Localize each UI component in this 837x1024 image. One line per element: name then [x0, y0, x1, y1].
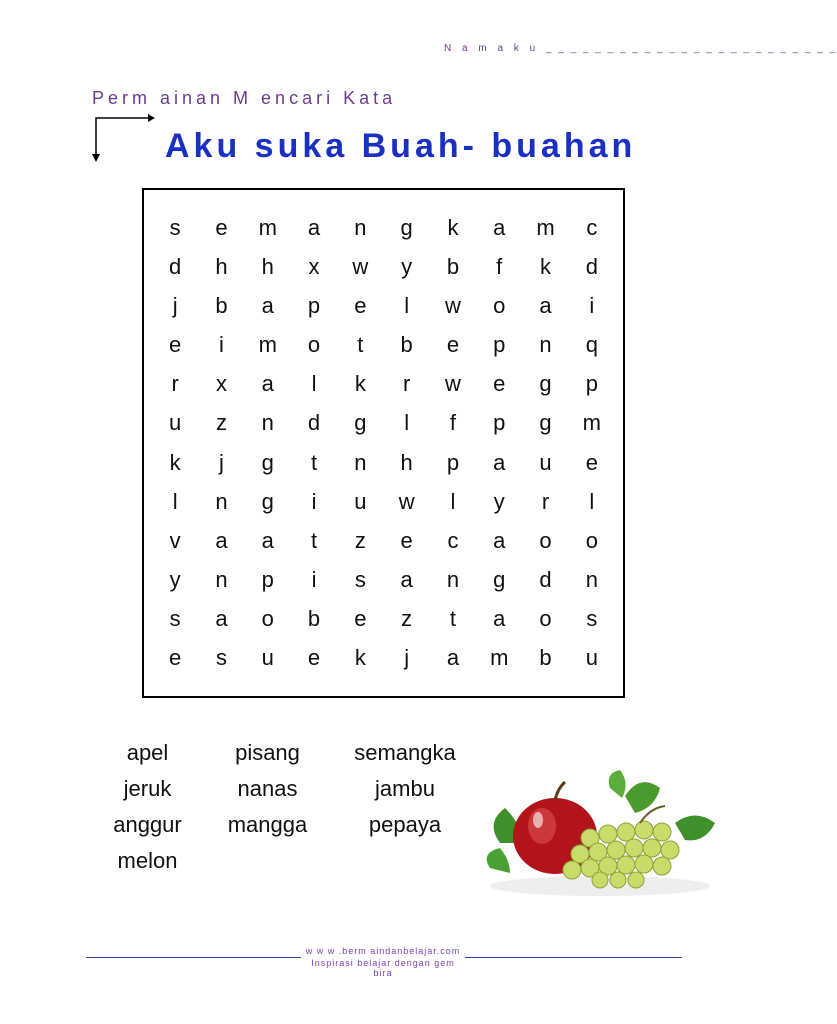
grid-letter[interactable]: d — [307, 410, 321, 436]
footer-rule-right — [465, 957, 682, 958]
grid-letter[interactable]: t — [310, 449, 318, 475]
grid-letter[interactable]: h — [400, 449, 413, 475]
grid-letter[interactable]: b — [307, 606, 321, 632]
grid-letter[interactable]: a — [539, 292, 552, 318]
word-list-item: semangka — [354, 740, 456, 765]
grid-letter[interactable]: w — [445, 292, 461, 318]
word-list-column — [200, 735, 335, 879]
grid-letter[interactable]: c — [447, 527, 459, 553]
grid-letter[interactable]: a — [261, 371, 274, 397]
name-label: N a m a k u — [444, 43, 540, 54]
grid-letter[interactable]: s — [586, 606, 598, 632]
grid-letter[interactable]: a — [215, 606, 228, 632]
grid-letter[interactable]: w — [352, 253, 369, 279]
grid-letter[interactable]: l — [311, 371, 317, 397]
word-list-item: anggur — [113, 812, 182, 837]
grid-letter[interactable]: u — [261, 645, 274, 671]
grid-letter[interactable]: a — [493, 606, 506, 632]
grid-letter[interactable]: o — [307, 332, 321, 358]
grid-letter[interactable]: w — [398, 488, 415, 514]
word-list-column — [340, 735, 470, 879]
grid-letter[interactable]: e — [169, 645, 182, 671]
grid-letter[interactable]: m — [490, 645, 509, 671]
page-title: Aku suka Buah- buahan — [165, 127, 637, 165]
grid-letter[interactable]: g — [261, 488, 274, 514]
grid-letter[interactable]: i — [311, 567, 317, 593]
grid-letter[interactable]: s — [169, 606, 181, 632]
footer-rule-left — [86, 957, 301, 958]
grid-letter[interactable]: v — [169, 527, 181, 553]
grid-letter[interactable]: e — [169, 332, 182, 358]
grid-letter[interactable]: p — [307, 292, 321, 318]
grid-letter[interactable]: j — [404, 645, 410, 671]
grid-letter[interactable]: a — [261, 527, 274, 553]
grid-letter[interactable]: o — [539, 527, 552, 553]
grid-letter[interactable]: d — [585, 253, 598, 279]
grid-letter[interactable]: k — [169, 449, 181, 475]
grid-letter[interactable]: g — [354, 410, 367, 436]
footer — [0, 946, 768, 978]
word-list-item: melon — [117, 848, 178, 873]
grid-letter[interactable]: r — [402, 371, 411, 397]
grid-letter[interactable]: m — [258, 214, 277, 240]
grid-letter[interactable]: r — [541, 488, 550, 514]
grid-letter[interactable]: p — [261, 567, 274, 593]
word-list-item: pisang — [235, 740, 300, 765]
grid-letter[interactable]: b — [539, 645, 552, 671]
grid-letter[interactable]: y — [493, 488, 505, 514]
grid-letter[interactable]: t — [310, 527, 318, 553]
grid-letter[interactable]: l — [404, 410, 410, 436]
word-search-grid — [142, 188, 625, 698]
grid-letter[interactable]: n — [354, 449, 367, 475]
grid-letter[interactable]: e — [446, 332, 460, 358]
grid-letter[interactable]: g — [539, 410, 552, 436]
grid-letter[interactable]: t — [449, 606, 456, 632]
grid-letter[interactable]: m — [582, 410, 601, 436]
grid-letter[interactable]: n — [354, 214, 367, 240]
grid-letter[interactable]: i — [219, 332, 224, 358]
grid-letter[interactable]: b — [446, 253, 460, 279]
grid-letter[interactable]: d — [539, 567, 552, 593]
grid-letter[interactable]: a — [215, 527, 228, 553]
grid-letter[interactable]: b — [215, 292, 228, 318]
grid-letter[interactable]: j — [172, 292, 178, 318]
grid-letter[interactable]: e — [215, 214, 228, 240]
grid-letter[interactable]: h — [215, 253, 228, 279]
grid-letter[interactable]: l — [589, 488, 595, 514]
grid-letter[interactable]: a — [307, 214, 321, 240]
word-list-item: jeruk — [123, 776, 172, 801]
word-list-item: nanas — [237, 776, 298, 801]
grid-letter[interactable]: e — [354, 606, 367, 632]
grid-letter[interactable]: k — [540, 253, 552, 279]
grid-letter[interactable]: k — [354, 371, 366, 397]
grid-letter[interactable]: a — [493, 214, 506, 240]
grid-letter[interactable]: y — [401, 253, 413, 279]
grid-letter[interactable]: u — [354, 488, 367, 514]
word-list-item: jambu — [375, 776, 435, 801]
grid-letter[interactable]: u — [585, 645, 598, 671]
grid-letter[interactable]: o — [493, 292, 506, 318]
grid-letter[interactable]: e — [585, 449, 598, 475]
grid-letter[interactable]: p — [446, 449, 460, 475]
grid-letter[interactable]: c — [586, 214, 598, 240]
grid-letter[interactable]: a — [493, 527, 506, 553]
grid-letter[interactable]: f — [449, 410, 456, 436]
grid-letter[interactable]: y — [169, 567, 181, 593]
footer-tagline: Inspirasi belajar dengan gem bira — [311, 958, 455, 978]
grid-letter[interactable]: x — [215, 371, 227, 397]
footer-site-link[interactable]: w w w .berm aindanbelajar.com — [305, 946, 461, 956]
grid-letter[interactable]: p — [585, 371, 598, 397]
word-list-column — [100, 735, 195, 879]
grid-letter[interactable]: e — [493, 371, 506, 397]
grid-letter[interactable]: d — [169, 253, 182, 279]
grid-letter[interactable]: n — [585, 567, 598, 593]
grid-letter[interactable]: l — [450, 488, 456, 514]
grid-letter[interactable]: s — [215, 645, 227, 671]
word-list-item: apel — [126, 740, 169, 765]
grid-letter[interactable]: j — [219, 449, 224, 475]
grid-letter[interactable]: w — [445, 371, 461, 397]
grid-letter[interactable]: o — [585, 527, 598, 553]
grid-letter[interactable]: z — [354, 527, 366, 553]
grid-letter[interactable]: f — [496, 253, 503, 279]
grid-letter[interactable]: u — [539, 449, 552, 475]
grid-letter[interactable]: g — [493, 567, 506, 593]
grid-letter[interactable]: b — [400, 332, 413, 358]
grid-letter[interactable]: e — [400, 527, 413, 553]
grid-letter[interactable]: s — [169, 214, 181, 240]
grid-letter[interactable]: e — [307, 645, 321, 671]
grid-letter[interactable]: n — [215, 488, 228, 514]
bent-arrow-icon — [86, 112, 156, 164]
grid-letter[interactable]: n — [446, 567, 460, 593]
grid-letter[interactable]: m — [536, 214, 555, 240]
grid-letter[interactable]: x — [308, 253, 320, 279]
grid-letter[interactable]: q — [585, 332, 598, 358]
grid-letter[interactable]: i — [589, 292, 595, 318]
grid-letter[interactable]: a — [400, 567, 413, 593]
grid-letter[interactable]: s — [354, 567, 366, 593]
grid-letter[interactable]: t — [357, 332, 364, 358]
name-blank-line[interactable]: _ _ _ _ _ _ _ _ _ _ _ _ _ _ _ _ _ _ _ _ _ _ _ _ — [545, 43, 837, 54]
grid-letter[interactable]: e — [354, 292, 367, 318]
grid-letter[interactable]: u — [169, 410, 182, 436]
grid-letter[interactable]: g — [539, 371, 552, 397]
grid-letter[interactable]: g — [261, 449, 274, 475]
grid-letter[interactable]: n — [215, 567, 228, 593]
grid-letter[interactable]: k — [354, 645, 366, 671]
grid-letter[interactable]: r — [171, 371, 179, 397]
grid-letter[interactable]: z — [401, 606, 413, 632]
letter-grid — [152, 208, 615, 678]
grid-letter[interactable]: o — [539, 606, 552, 632]
grid-letter[interactable]: p — [493, 332, 506, 358]
grid-letter[interactable]: n — [539, 332, 552, 358]
name-field-label — [444, 43, 837, 54]
word-list-item: pepaya — [368, 812, 442, 837]
grid-letter[interactable]: l — [404, 292, 410, 318]
grid-letter[interactable]: l — [172, 488, 178, 514]
word-list — [100, 735, 500, 879]
grid-letter[interactable]: a — [493, 449, 506, 475]
word-list-item: mangga — [227, 812, 308, 837]
grid-letter[interactable]: k — [447, 214, 459, 240]
apple-and-grapes-image — [480, 768, 725, 903]
grid-letter[interactable]: p — [493, 410, 506, 436]
grid-letter[interactable]: a — [261, 292, 274, 318]
grid-letter[interactable]: n — [261, 410, 274, 436]
subtitle: Perm ainan M encari Kata — [92, 88, 397, 108]
grid-letter[interactable]: a — [446, 645, 460, 671]
grid-letter[interactable]: i — [311, 488, 317, 514]
grid-letter[interactable]: o — [261, 606, 274, 632]
grid-letter[interactable]: z — [215, 410, 227, 436]
grid-letter[interactable]: h — [261, 253, 274, 279]
grid-letter[interactable]: m — [258, 332, 277, 358]
grid-letter[interactable]: g — [400, 214, 413, 240]
